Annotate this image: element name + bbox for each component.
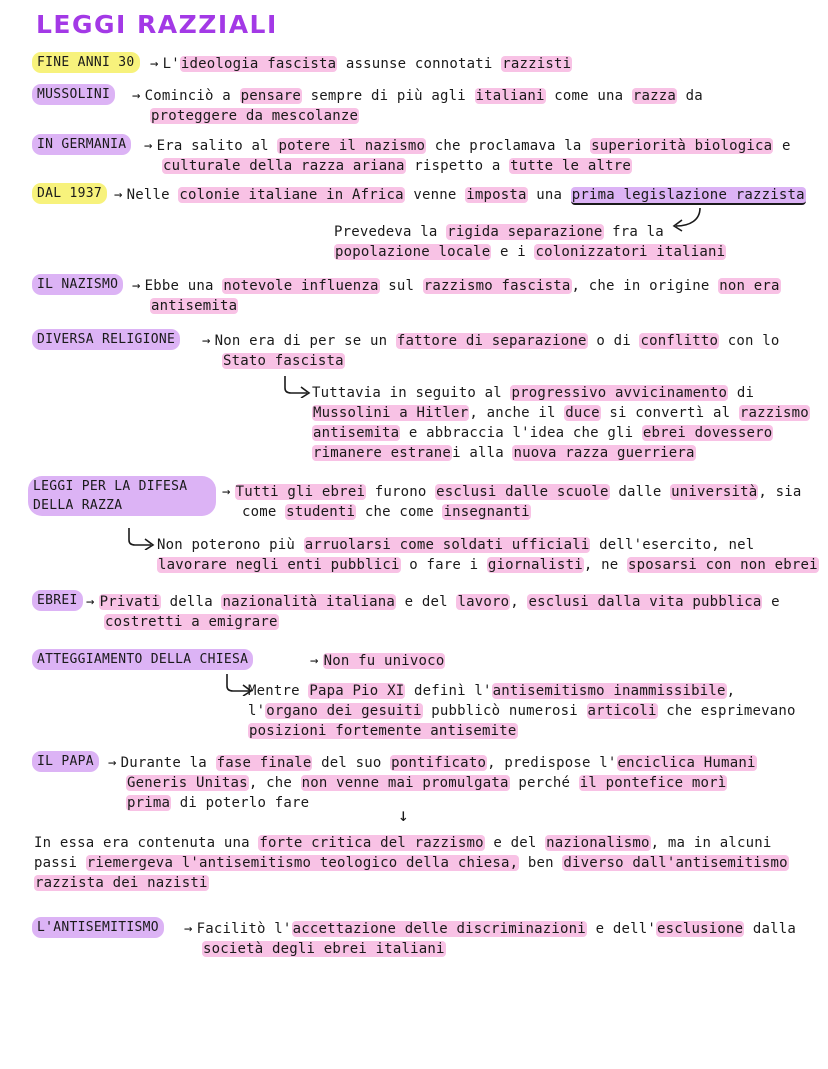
text: , ne — [583, 557, 627, 573]
text: o fare i — [400, 557, 487, 573]
arrow-icon: → — [184, 921, 193, 937]
highlight: notevole influenza — [223, 278, 379, 294]
text: fra la — [603, 224, 664, 240]
highlight: pensare — [240, 88, 301, 104]
text: Ebbe una — [144, 278, 223, 294]
highlight: antisemita — [151, 298, 238, 314]
arrow-icon: → — [108, 755, 117, 771]
label-ebrei: EBREI — [32, 590, 83, 611]
text: e i — [491, 244, 535, 260]
arrow-icon: → — [132, 88, 141, 104]
text: che proclamava la — [426, 138, 591, 154]
highlight: forte critica del razzismo — [259, 835, 484, 851]
text-il-papa — [104, 753, 757, 813]
highlight: Mussolini a Hitler — [313, 405, 469, 421]
text: Durante la — [120, 755, 216, 771]
arrow-icon: → — [86, 594, 95, 610]
text-il-nazismo — [128, 276, 781, 316]
text: , che in origine — [571, 278, 719, 294]
text: l' — [248, 703, 266, 719]
highlight: non venne mai promulgata — [301, 775, 509, 791]
text: come una — [545, 88, 632, 104]
highlight: ideologia fascista — [180, 56, 337, 72]
text: , sia — [758, 484, 802, 500]
highlight: razzismo fascista — [423, 278, 571, 294]
text: , — [726, 683, 736, 699]
text-enciclica — [34, 833, 789, 893]
text: e — [773, 138, 791, 154]
label-il-nazismo: IL NAZISMO — [32, 274, 123, 295]
text: , predispose l' — [487, 755, 617, 771]
text: Non era di per se un — [214, 333, 396, 349]
highlight: lavoro — [457, 594, 510, 610]
highlight: studenti — [286, 504, 356, 520]
highlight: potere il nazismo — [278, 138, 426, 154]
highlight: enciclica Humani — [617, 755, 756, 771]
text: Era salito al — [156, 138, 278, 154]
highlight: arruolarsi come soldati ufficiali — [304, 537, 590, 553]
text: rispetto a — [405, 158, 510, 174]
highlight: Papa Pio XI — [309, 683, 405, 699]
text: che come — [356, 504, 443, 520]
text: e del — [396, 594, 457, 610]
text: dalle — [609, 484, 671, 500]
highlight: popolazione locale — [335, 244, 491, 260]
highlight: antisemita — [313, 425, 400, 441]
text: una — [527, 187, 571, 203]
down-arrow-icon: ↓ — [398, 805, 410, 826]
text: ben — [519, 855, 563, 871]
label-atteggiamento-chiesa: ATTEGGIAMENTO DELLA CHIESA — [32, 649, 253, 670]
highlight: imposta — [466, 187, 527, 203]
highlight: Tutti gli ebrei — [235, 484, 366, 500]
curved-arrow-icon — [282, 374, 312, 398]
highlight: razzista dei nazisti — [35, 875, 208, 891]
text: dalla — [744, 921, 797, 937]
highlight: pontificato — [391, 755, 487, 771]
highlight: diverso dall'antisemitismo — [563, 855, 788, 871]
highlight: progressivo avvicinamento — [511, 385, 728, 401]
text: pubblicò numerosi — [422, 703, 587, 719]
text-diversa-religione-detail — [312, 383, 810, 463]
highlight: sposarsi con non ebrei — [627, 557, 818, 573]
arrow-icon: → — [202, 333, 211, 349]
text: e — [762, 594, 780, 610]
text: Tuttavia in seguito al — [312, 385, 511, 401]
highlight: Generis Unitas — [127, 775, 248, 791]
highlight: rigida separazione — [447, 224, 603, 240]
arrow-icon: → — [144, 138, 153, 154]
highlight: il pontefice morì — [579, 775, 727, 791]
highlight: superiorità biologica — [591, 138, 773, 154]
highlight: colonie italiane in Africa — [179, 187, 404, 203]
label-diversa-religione: DIVERSA RELIGIONE — [32, 329, 180, 350]
text: che esprimevano — [657, 703, 796, 719]
text-fine-anni-30 — [146, 54, 572, 74]
label-in-germania: IN GERMANIA — [32, 134, 131, 155]
text: e del — [484, 835, 546, 851]
highlight: università — [671, 484, 758, 500]
highlight: insegnanti — [443, 504, 530, 520]
text-leggi-difesa-razza-detail — [157, 535, 819, 575]
label-mussolini: MUSSOLINI — [32, 84, 115, 105]
text: Cominciò a — [144, 88, 240, 104]
text-leggi-difesa-razza — [218, 482, 802, 522]
label-antisemitismo: L'ANTISEMITISMO — [32, 917, 164, 938]
text-atteggiamento-chiesa-detail — [248, 681, 796, 741]
arrow-icon: → — [114, 187, 123, 203]
text-antisemitismo — [180, 919, 796, 959]
text: passi — [34, 855, 86, 871]
text-atteggiamento-chiesa — [306, 651, 445, 671]
highlight: giornalisti — [487, 557, 583, 573]
label-il-papa: IL PAPA — [32, 751, 99, 772]
text: si convertì al — [600, 405, 739, 421]
curved-arrow-icon — [126, 526, 156, 550]
highlight: fase finale — [216, 755, 312, 771]
highlight: antisemitismo inammissibile — [492, 683, 726, 699]
highlight: Non fu univoco — [323, 653, 445, 669]
text: Prevedeva la — [334, 224, 447, 240]
arrow-icon: → — [222, 484, 231, 500]
text: con lo — [719, 333, 780, 349]
text: della — [161, 594, 222, 610]
text: , anche il — [469, 405, 565, 421]
text: definì l' — [405, 683, 492, 699]
highlight: nazionalismo — [546, 835, 650, 851]
text-mussolini — [128, 86, 703, 126]
text: di — [728, 385, 755, 401]
highlight: razzisti — [502, 56, 572, 72]
text: , ma in alcuni — [650, 835, 772, 851]
text: di poterlo fare — [171, 795, 310, 811]
highlight: non era — [719, 278, 780, 294]
highlight: tutte le altre — [510, 158, 631, 174]
highlight: riemergeva l'antisemitismo teologico della chiesa, — [86, 855, 519, 871]
highlight: esclusione — [656, 921, 744, 937]
text: come — [242, 504, 286, 520]
label-fine-anni-30: FINE ANNI 30 — [32, 52, 140, 73]
text: sempre di più agli — [301, 88, 475, 104]
highlight: rimanere estrane — [313, 445, 452, 461]
highlight: posizioni fortemente antisemite — [249, 723, 517, 739]
text: o di — [587, 333, 640, 349]
label-leggi-difesa-razza — [28, 476, 216, 516]
highlight: lavorare negli enti pubblici — [158, 557, 400, 573]
highlight: fattore di separazione — [396, 333, 587, 349]
text: dell'esercito, nel — [590, 537, 755, 553]
text: venne — [404, 187, 466, 203]
text: Non poterono più — [157, 537, 304, 553]
highlight: razza — [632, 88, 677, 104]
text-dal-1937 — [110, 185, 806, 205]
highlight: accettazione delle discriminazioni — [292, 921, 586, 937]
text: da — [677, 88, 703, 104]
text: L' — [162, 56, 180, 72]
highlight: italiani — [475, 88, 545, 104]
text: sul — [379, 278, 423, 294]
highlight: società degli ebrei italiani — [203, 941, 445, 957]
highlight: prima — [127, 795, 171, 811]
label-line: DELLA RAZZA — [33, 498, 123, 513]
highlight: conflitto — [640, 333, 719, 349]
text: i alla — [452, 445, 513, 461]
highlight: costretti a emigrare — [105, 614, 278, 630]
highlight: ebrei dovessero — [642, 425, 773, 441]
highlight: esclusi dalla vita pubblica — [528, 594, 762, 610]
text-ebrei — [82, 592, 780, 632]
text-in-germania — [140, 136, 791, 176]
text: , — [510, 594, 528, 610]
highlight: nazionalità italiana — [222, 594, 396, 610]
text: assunse connotati — [337, 56, 502, 72]
highlight: prima legislazione razzista — [571, 187, 805, 203]
text: furono — [366, 484, 436, 500]
highlight: organo dei gesuiti — [266, 703, 422, 719]
text: del suo — [312, 755, 391, 771]
label-dal-1937: DAL 1937 — [32, 183, 107, 204]
text: , che — [248, 775, 301, 791]
arrow-icon: → — [132, 278, 141, 294]
highlight: colonizzatori italiani — [535, 244, 726, 260]
text-diversa-religione — [198, 331, 780, 371]
highlight: esclusi dalle scuole — [436, 484, 609, 500]
page-title: LEGGI RAZZIALI — [36, 10, 278, 39]
highlight: duce — [565, 405, 600, 421]
text: e dell' — [586, 921, 656, 937]
text: Mentre — [248, 683, 309, 699]
text: Nelle — [126, 187, 179, 203]
highlight: Privati — [99, 594, 161, 610]
highlight: Stato fascista — [223, 353, 344, 369]
arrow-icon: → — [150, 56, 159, 72]
highlight: razzismo — [739, 405, 809, 421]
highlight: nuova razza guerriera — [513, 445, 695, 461]
text: In essa era contenuta una — [34, 835, 259, 851]
label-line: LEGGI PER LA DIFESA — [33, 479, 188, 494]
text: Facilitò l' — [196, 921, 292, 937]
text-dal-1937-detail — [334, 222, 726, 262]
text: e abbraccia l'idea che gli — [400, 425, 642, 441]
highlight: proteggere da mescolanze — [151, 108, 359, 124]
arrow-icon: → — [310, 653, 319, 669]
highlight: culturale della razza ariana — [163, 158, 405, 174]
text: perché — [509, 775, 579, 791]
highlight: articoli — [587, 703, 657, 719]
